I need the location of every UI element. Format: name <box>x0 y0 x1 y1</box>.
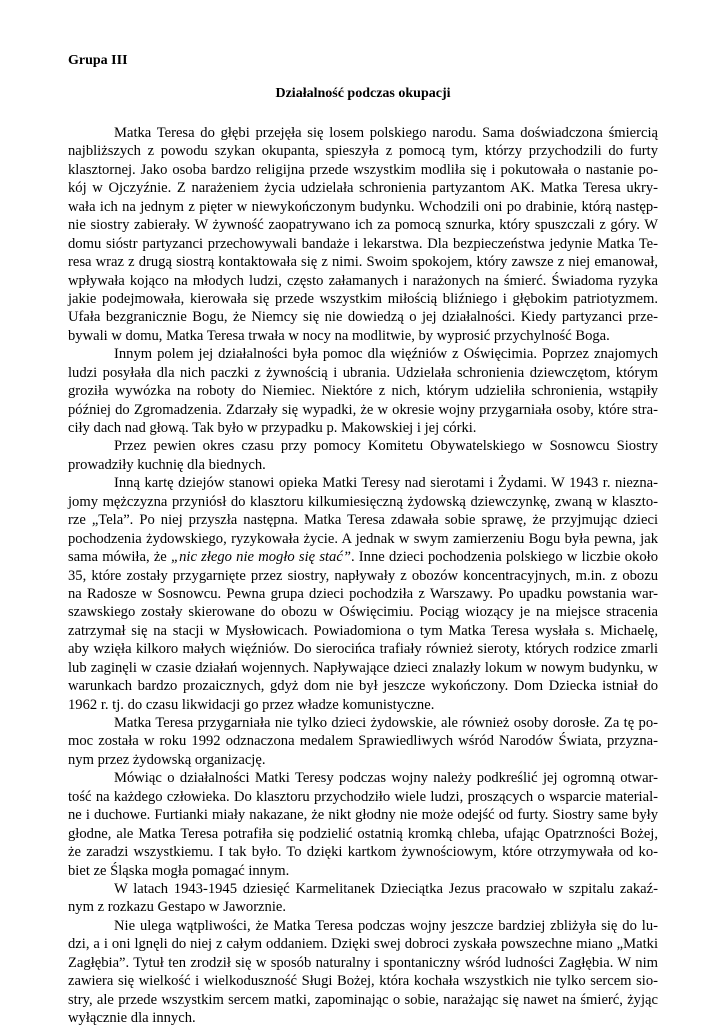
text-line: sama mówiła, że „nic złego nie mogło się stać”. Inne dzieci pochodzenia polskiego w liczbie około <box>68 549 658 566</box>
text-line: dzi, a i oni lgnęli do niej z całym oddaniem. Dzięki swej dobroci zyskała powszechne miano „Matki <box>68 936 658 953</box>
text-line: na Radosze w Sosnowcu. Pewna grupa dzieci pochodziła z Warszawy. Po upadku powstania war- <box>68 585 658 602</box>
text-line: Ufała bezgranicznie Bogu, że Niemcy się nie dowiedzą o jej działalności. Kiedy partyzanci prze- <box>68 309 658 326</box>
text-line: kój w Ojczyźnie. Z narażeniem życia udzielała schronienia partyzantom AK. Matka Teresa ukry- <box>68 180 658 197</box>
text-line: klasztornej. Jako osoba bardzo religijna przede wszystkim modliła się i pokutowała o nastanie po- <box>68 161 658 178</box>
text-line: zawiera się wielkość i wielkoduszność Sługi Bożej, która kochała wszystkich nie tylko sercem sio- <box>68 973 658 990</box>
text-line: najbliższych z powodu szykan okupanta, spieszyła z pomocą tym, którzy przychodzili do furty <box>68 143 658 160</box>
text-line: ciły dach nad głową. Tak było w przypadku p. Makowskiej i jej córki. <box>68 420 477 436</box>
text-line: ne i duchowe. Furtianki miały nakazane, że nikt głodny nie może odejść od furty. Siostry same były <box>68 807 658 824</box>
text-line: ludzi posyłała dla nich paczki z żywnością i ubrania. Udzielała schronienia dziewczętom, którym <box>68 364 658 381</box>
paragraph <box>68 345 658 437</box>
text-line: pochodzenia żydowskiego, ryzykowała życie. A jednak w swym zamierzeniu Bogu była pewna, jak <box>68 530 658 547</box>
text-line: stry, ale przede wszystkim sercem matki, zapominając o sobie, narażając się nawet na śmierć, żyjąc <box>68 991 658 1008</box>
text-line: Mówiąc o działalności Matki Teresy podczas wojny należy podkreślić jej ogromną otwar- <box>114 770 658 787</box>
text-line: szawskiego zostały skierowane do obozu w Oświęcimiu. Pociąg wiozący je na miejsce stracenia <box>68 604 658 621</box>
text-line: domu sióstr partyzanci przechowywali bandaże i lekarstwa. Dla bezpieczeństwa jedynie Matka Te- <box>68 235 658 252</box>
group-label: Grupa III <box>68 53 128 68</box>
text-line: W latach 1943-1945 dziesięć Karmelitanek Dzieciątka Jezus pracowało w szpitalu zakaź- <box>114 880 658 897</box>
document-title: Działalność podczas okupacji <box>275 86 451 101</box>
text-line: nym przez żydowską organizację. <box>68 751 266 768</box>
paragraph <box>68 880 658 917</box>
paragraph <box>68 714 658 769</box>
text-line: Matka Teresa do głębi przejęła się losem polskiego narodu. Sama doświadczona śmiercią <box>114 125 658 141</box>
text-line: 1962 r. tj. do czasu likwidacji go przez władze komunistyczne. <box>68 696 435 713</box>
text-line: Nie ulega wątpliwości, że Matka Teresa podczas wojny jeszcze bardziej zbliżyła się do lu- <box>114 917 658 934</box>
text-line: Matka Teresa przygarniała nie tylko dzieci żydowskie, ale również osoby dorosłe. Za tę po- <box>114 715 658 731</box>
text-line: prowadziły kuchnię dla biednych. <box>68 456 266 473</box>
text-line: wpływała kojąco na młodych ludzi, często załamanych i narażonych na śmierć. Świadoma ryzyka <box>68 272 658 289</box>
text-line: nie siostry zabierały. W żywność zaopatrywano ich za pomocą sznurka, który spuszczali z góry. W <box>68 217 658 234</box>
text-line: rze „Tela”. Po niej przyszła następna. Matka Teresa zdawała sobie sprawę, że przyjmując dzieci <box>68 512 658 529</box>
text-line: bywali w domu, Matka Teresa trwała w nocy na modlitwie, by wyprosić przychylność Boga. <box>68 327 610 344</box>
text-line: moc została w roku 1992 odznaczona medalem Sprawiedliwych wśród Narodów Świata, przyzna- <box>68 733 658 750</box>
text-line: warunkach bardzo prozaicznych, gdyż dom nie był jeszcze wykończony. Dom Dziecka istniał do <box>68 678 658 695</box>
text-line: 35, które zostały przygarnięte przez siostry, napływały z obozów koncentracyjnych, m.in. z obozu <box>68 567 658 584</box>
text-line: biet ze Śląska mogła pomagać innym. <box>68 862 290 879</box>
paragraph <box>68 437 658 474</box>
text-line: nym z rozkazu Gestapo w Jaworznie. <box>68 899 287 916</box>
text-line: groziła wywózka na roboty do Niemiec. Niektóre z nich, którym udzieliła schronienia, wstąpiły <box>68 383 658 400</box>
text-line: Innym polem jej działalności była pomoc dla więźniów z Oświęcimia. Poprzez znajomych <box>114 346 658 363</box>
text-line: zatrzymał się na stacji w Mysłowicach. Powiadomiona o tym Matka Teresa wysłała s. Michaelę, <box>68 622 658 639</box>
text-line: jakie podejmowała, kierowała się przede wszystkim miłością bliźniego i głębokim patriotyzmem. <box>68 290 658 307</box>
text-line: tość na każdego człowieka. Do klasztoru przychodziło wiele ludzi, proszących o wsparcie material- <box>68 788 658 805</box>
italic-quote: „nic złego nie mogło się stać” <box>171 549 351 566</box>
text-line: że zaradzi wszystkiemu. I tak było. To dzięki kartkom żywnościowym, które otrzymywała od ko- <box>68 844 658 861</box>
text-line: później do Zgromadzenia. Zdarzały się wypadki, że w okresie wojny przygarniała osoby, które stra- <box>68 401 658 418</box>
paragraph <box>68 474 658 714</box>
text-line: wała ich na jednym z pięter w niewykończonym budynku. Wchodzili oni po drabinie, którą następ- <box>68 198 658 215</box>
paragraph <box>68 769 658 880</box>
text-line: głodne, ale Matka Teresa potrafiła się podzielić ostatnią kromką chleba, ufając Opatrzności Bożej, <box>68 825 658 842</box>
text-line: wyłącznie dla innych. <box>68 1010 196 1026</box>
text-line: Zagłębia”. Tytuł ten zrodził się w sposób naturalny i spontaniczny wśród ludności Zagłębia. W nim <box>68 954 658 971</box>
text-line: resa wraz z drugą siostrą kontaktowała się z nimi. Swoim spokojem, który zawsze z niej emanował, <box>68 254 658 271</box>
paragraph <box>68 124 658 345</box>
text-line: lub zaginęli w czasie działań wojennych. Napływające dzieci znalazły lokum w nowym budynku, w <box>68 659 658 676</box>
text-line: Inną kartę dziejów stanowi opieka Matki Teresy nad sierotami i Żydami. W 1943 r. niezna- <box>114 475 658 492</box>
text-line: aby wzięła kilkoro małych więźniów. Do sierocińca trafiały również sieroty, których rodzice zmarli <box>68 641 658 658</box>
text-line: jomy mężczyzna przyniósł do klasztoru kilkumiesięczną żydowską dziewczynkę, zwaną w klaszto- <box>68 493 658 510</box>
text-line: Przez pewien okres czasu przy pomocy Komitetu Obywatelskiego w Sosnowcu Siostry <box>114 438 658 455</box>
document-body <box>68 124 658 1027</box>
paragraph <box>68 917 658 1027</box>
